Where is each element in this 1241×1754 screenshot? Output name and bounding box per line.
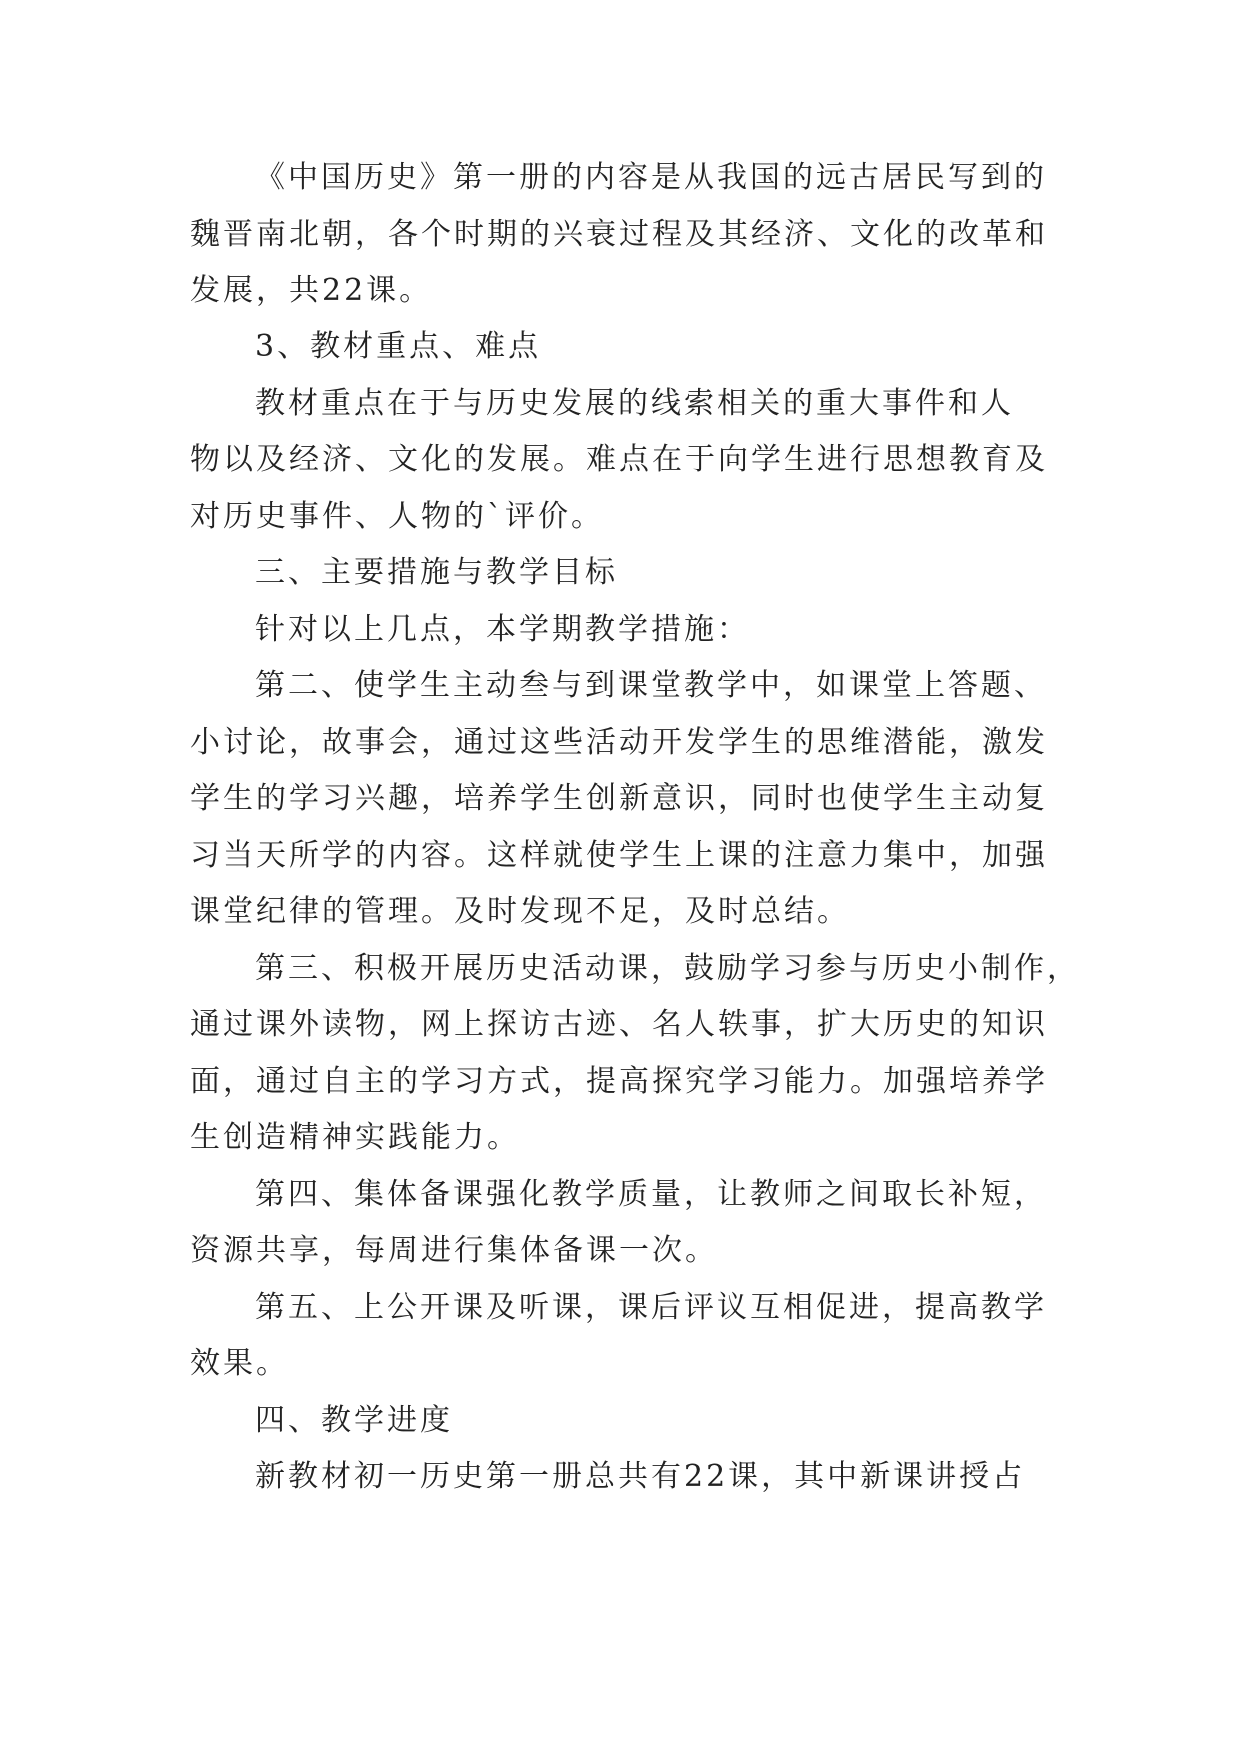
text-line: 通过课外读物，网上探访古迹、名人轶事，扩大历史的知识 (190, 1007, 1048, 1042)
text-line: 面，通过自主的学习方式，提高探究学习能力。加强培养学 (190, 1064, 1048, 1099)
section-heading: 四、教学进度 (255, 1403, 453, 1438)
text-line: 新教材初一历史第一册总共有22课，其中新课讲授占 (255, 1459, 1026, 1494)
text-line: 学生的学习兴趣，培养学生创新意识，同时也使学生主动复 (190, 781, 1048, 816)
text-line: 针对以上几点，本学期教学措施： (255, 612, 750, 647)
text-line: 第二、使学生主动叁与到课堂教学中，如课堂上答题、 (255, 668, 1047, 703)
section-heading: 三、主要措施与教学目标 (255, 555, 618, 590)
text-line: 资源共享，每周进行集体备课一次。 (190, 1233, 718, 1268)
text-line: 魏晋南北朝，各个时期的兴衰过程及其经济、文化的改革和 (190, 217, 1048, 252)
text-line: 发展，共22课。 (190, 273, 433, 308)
text-line: 课堂纪律的管理。及时发现不足，及时总结。 (190, 894, 850, 929)
text-line: 对历史事件、人物的`评价。 (190, 499, 604, 534)
text-line: 第三、积极开展历史活动课，鼓励学习参与历史小制作， (255, 951, 1080, 986)
text-line: 小讨论，故事会，通过这些活动开发学生的思维潜能，激发 (190, 725, 1048, 760)
text-line: 习当天所学的内容。这样就使学生上课的注意力集中，加强 (190, 838, 1048, 873)
text-line: 生创造精神实践能力。 (190, 1120, 520, 1155)
section-heading: 3、教材重点、难点 (255, 329, 542, 364)
text-line: 第四、集体备课强化教学质量，让教师之间取长补短， (255, 1177, 1047, 1212)
text-line: 《中国历史》第一册的内容是从我国的远古居民写到的 (255, 160, 1047, 195)
text-line: 物以及经济、文化的发展。难点在于向学生进行思想教育及 (190, 442, 1048, 477)
text-line: 教材重点在于与历史发展的线索相关的重大事件和人 (255, 386, 1014, 421)
text-line: 第五、上公开课及听课，课后评议互相促进，提高教学 (255, 1290, 1047, 1325)
text-line: 效果。 (190, 1346, 289, 1381)
